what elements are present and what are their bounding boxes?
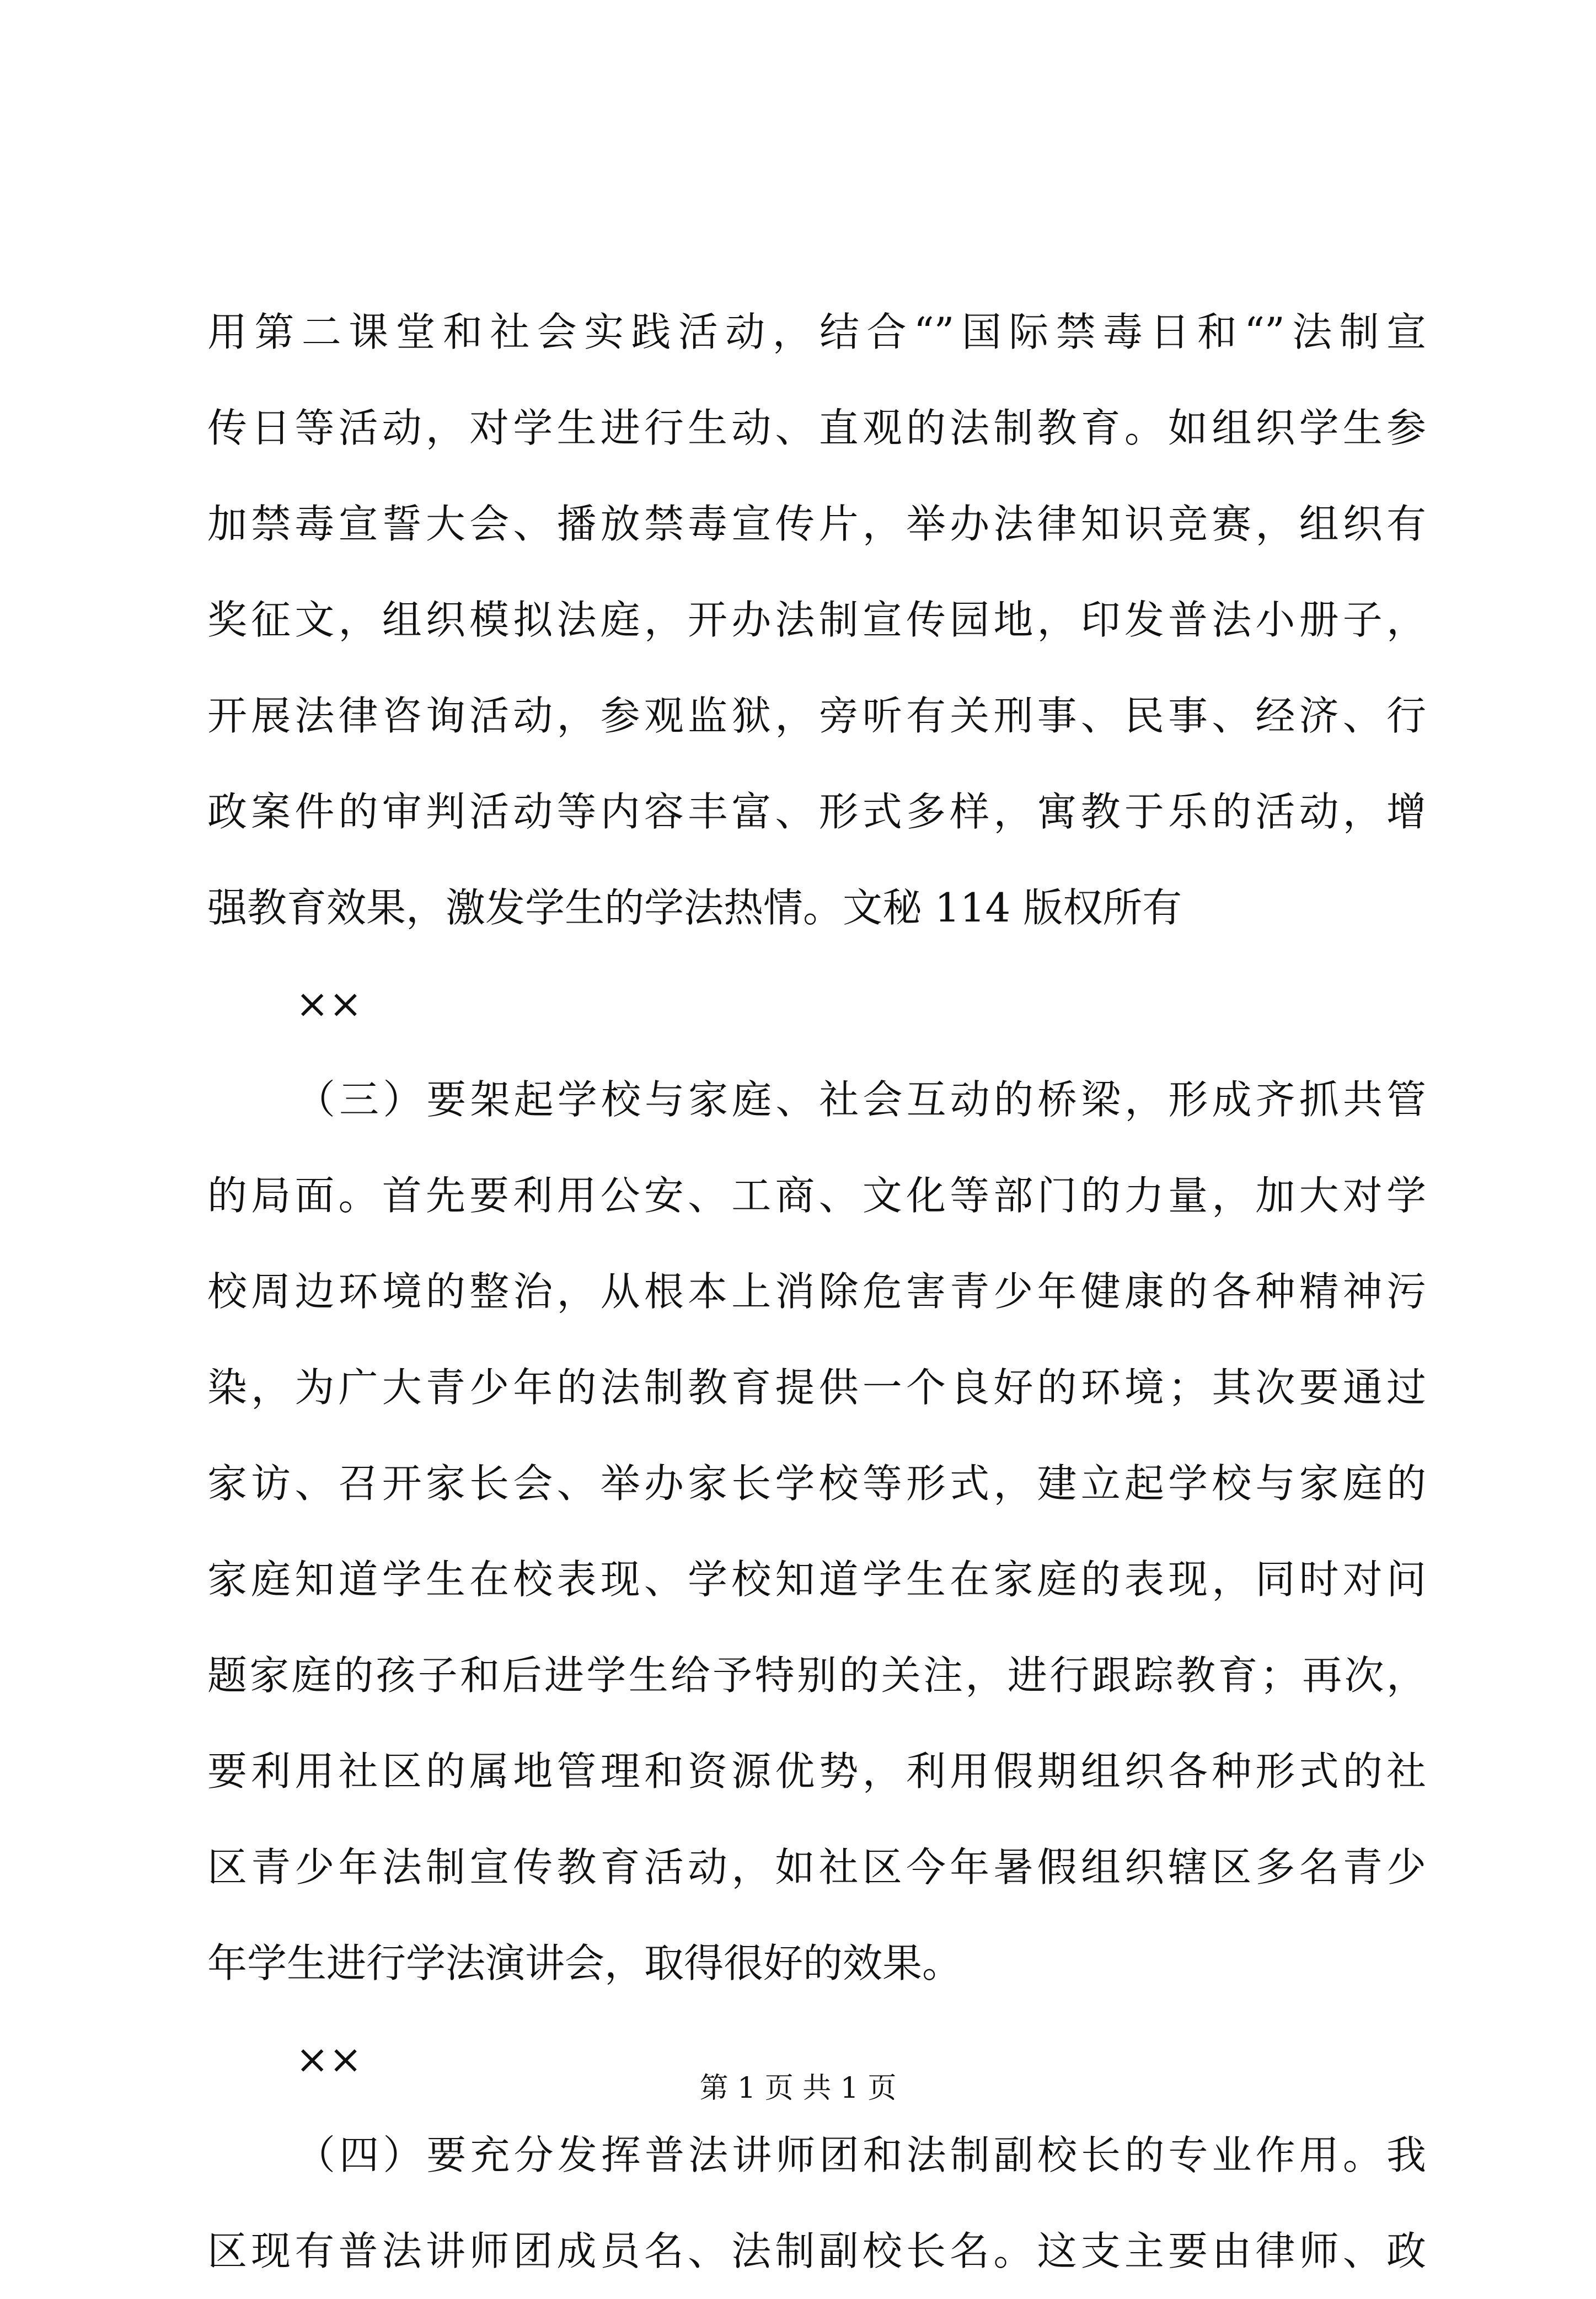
body-line: 区青少年法制宣传教育活动，如社区今年暑假组织辖区多名青少 — [207, 1844, 1426, 1890]
body-line: 染，为广大青少年的法制教育提供一个良好的环境；其次要通过 — [207, 1364, 1426, 1411]
body-line: 题家庭的孩子和后进学生给予特别的关注，进行跟踪教育；再次， — [207, 1652, 1426, 1698]
body-line: 家庭知道学生在校表现、学校知道学生在家庭的表现，同时对问 — [207, 1556, 1426, 1603]
body-line: 用第二课堂和社会实践活动，结合“”国际禁毒日和“”法制宣 — [207, 309, 1426, 355]
body-line: 年学生进行学法演讲会，取得很好的效果。 — [207, 1940, 962, 1986]
page-footer — [0, 2069, 1596, 2108]
body-line: 要利用社区的属地管理和资源优势，利用假期组织各种形式的社 — [207, 1748, 1426, 1794]
body-line: 校周边环境的整治，从根本上消除危害青少年健康的各种精神污 — [207, 1268, 1426, 1315]
body-line: 强教育效果，激发学生的学法热情。文秘 114 版权所有 — [207, 885, 1182, 931]
section-separator: ×× — [296, 2036, 362, 2082]
body-line: 家访、召开家长会、举办家长学校等形式，建立起学校与家庭的 — [207, 1460, 1426, 1507]
section-heading-line: （四）要充分发挥普法讲师团和法制副校长的专业作用。我 — [296, 2132, 1426, 2178]
body-line: 区现有普法讲师团成员名、法制副校长名。这支主要由律师、政 — [207, 2228, 1426, 2274]
body-line: 加禁毒宣誓大会、播放禁毒宣传片，举办法律知识竞赛，组织有 — [207, 501, 1426, 547]
document-body — [207, 284, 1426, 2299]
body-line: 开展法律咨询活动，参观监狱，旁听有关刑事、民事、经济、行 — [207, 693, 1426, 739]
body-line: 奖征文，组织模拟法庭，开办法制宣传园地，印发普法小册子， — [207, 597, 1426, 643]
body-line: 传日等活动，对学生进行生动、直观的法制教育。如组织学生参 — [207, 405, 1426, 451]
page-number-label: 第 1 页 共 1 页 — [699, 2072, 897, 2105]
body-line: 的局面。首先要利用公安、工商、文化等部门的力量，加大对学 — [207, 1172, 1426, 1219]
body-line: 政案件的审判活动等内容丰富、形式多样，寓教于乐的活动，增 — [207, 789, 1426, 835]
section-separator: ×× — [296, 980, 362, 1027]
section-heading-line: （三）要架起学校与家庭、社会互动的桥梁，形成齐抓共管 — [296, 1076, 1426, 1123]
